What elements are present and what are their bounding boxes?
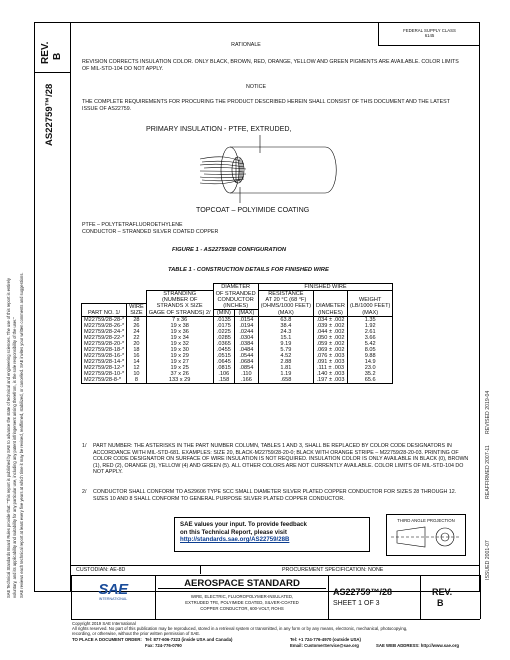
dia-min-cell: .0175 — [213, 323, 234, 329]
feedback-link[interactable]: http://standards.sae.org/AS22759/28B — [180, 536, 290, 544]
projection-label: THIRD ANGLE PROJECTION — [397, 518, 455, 523]
stranding-cell: 19 x 25 — [146, 365, 213, 371]
part-no-cell: M22759/28-18-* — [82, 347, 127, 353]
sheet-number: SHEET 1 OF 3 — [333, 600, 380, 607]
insulation-end — [221, 147, 239, 193]
weight-cell: 23.0 — [347, 365, 392, 371]
resistance-cell: 15.1 — [258, 335, 313, 341]
fsc-box — [378, 22, 480, 46]
dia-min-cell: .106 — [213, 371, 234, 377]
resistance-cell: 5.79 — [258, 347, 313, 353]
weight-cell: 65.6 — [347, 377, 392, 384]
side-note-line2: voluntary, and its applicability and suitability for any particular use, including any patent infringement arising therefrom, is the sole responsibility of the user." — [12, 317, 17, 598]
h-finished: FINISHED WIRE — [258, 284, 393, 291]
weight-cell: 14.9 — [347, 359, 392, 365]
wire-cross-section-drawing — [200, 135, 350, 205]
h-res1: RESISTANCE — [258, 291, 313, 298]
finished-diameter-cell: .076 ± .003 — [314, 353, 348, 359]
notice-text: THE COMPLETE REQUIREMENTS FOR PROCURING THE PRODUCT DESCRIBED HEREIN SHALL CONSIST OF THIS DOCUMENT AND THE LATEST ISSUE OF AS22759. — [82, 99, 450, 112]
part-no-cell: M22759/28-14-* — [82, 359, 127, 365]
wire-size-cell: 22 — [127, 335, 147, 341]
wire-size-cell: 24 — [127, 329, 147, 335]
wire-size-cell: 12 — [127, 365, 147, 371]
h-dia3: CONDUCTOR — [213, 297, 258, 303]
dia-max-cell: .0544 — [235, 353, 259, 359]
sae-logo-sub: INTERNATIONAL — [98, 597, 128, 601]
finished-diameter-cell: .044 ± .002 — [314, 329, 348, 335]
revised-date: REVISED 2019-04 — [485, 390, 491, 434]
figure-top-label: PRIMARY INSULATION - PTFE, EXTRUDED, — [146, 125, 292, 133]
h-strand1: STRANDING — [146, 291, 213, 298]
stranding-cell: 19 x 36 — [146, 329, 213, 335]
note2-number: 2/ — [82, 489, 87, 495]
wire-size-cell: 14 — [127, 359, 147, 365]
dia-max-cell: .166 — [235, 377, 259, 384]
resistance-cell: 1.81 — [258, 365, 313, 371]
order-label: TO PLACE A DOCUMENT ORDER: — [72, 637, 142, 642]
procurement: PROCUREMENT SPECIFICATION: NONE — [282, 567, 384, 573]
h-part-blank — [82, 284, 127, 291]
wire-size-cell: 16 — [127, 353, 147, 359]
desc-line1: WIRE, ELECTRIC, FLUOROPOLYMER-INSULATED, — [190, 594, 294, 599]
wire-size-cell: 28 — [127, 317, 147, 324]
wire-size-cell: 26 — [127, 323, 147, 329]
h-dia2: OF STRANDED — [213, 291, 258, 298]
side-disclaimer — [0, 0, 28, 600]
h-wt3: (MAX) — [347, 310, 392, 317]
stranding-cell: 37 x 26 — [146, 371, 213, 377]
dia-min-cell: .0135 — [213, 317, 234, 324]
part-no-cell: M22759/28-12-* — [82, 365, 127, 371]
feedback-line2: on this Technical Report, please visit — [180, 528, 287, 536]
stranding-cell: 19 x 38 — [146, 323, 213, 329]
dia-max-cell: .0244 — [235, 329, 259, 335]
finished-diameter-cell: .069 ± .002 — [314, 347, 348, 353]
rev-box — [34, 22, 70, 73]
h-fdia1: DIAMETER — [314, 303, 348, 310]
h-wt2: (LB/1000 FEET) — [347, 303, 392, 310]
rationale-heading: RATIONALE — [231, 42, 261, 48]
h-strand2: (NUMBER OF — [146, 297, 213, 303]
dia-min-cell: .0285 — [213, 335, 234, 341]
feedback-line1: SAE values your input. To provide feedback — [180, 521, 307, 528]
stranding-cell: 7 x 36 — [146, 317, 213, 324]
projection-box — [386, 514, 466, 556]
dia-max-cell: .0384 — [235, 341, 259, 347]
web-address[interactable]: SAE WEB ADDRESS: http://www.sae.org — [376, 643, 459, 648]
footer-rev-label: REV. — [432, 587, 453, 597]
figure-bottom-label: TOPCOAT – POLYIMIDE COATING — [196, 206, 310, 214]
finished-diameter-cell: .197 ± .003 — [314, 377, 348, 384]
note1-number: 1/ — [82, 443, 87, 449]
legend-ptfe: PTFE – POLYTETRAFLUOROETHYLENE — [82, 222, 183, 228]
aerospace-standard: AEROSPACE STANDARD — [184, 578, 300, 589]
desc-line2: EXTRUDED TFE, POLYIMIDE COATED, SILVER-COATED — [185, 600, 299, 605]
finished-diameter-cell: .091 ± .003 — [314, 359, 348, 365]
h-wire1: WIRE — [127, 303, 147, 310]
copyright-line2: All rights reserved. No part of this publication may be reproduced, stored in a retrieval system or transmitted, in any form or by any means, electronic, mechanical, photocopying, — [72, 626, 408, 631]
resistance-cell: .658 — [258, 377, 313, 384]
copyright-line3: recording, or otherwise, without the prior written permission of SAE. — [72, 631, 201, 636]
dia-min-cell: .0365 — [213, 341, 234, 347]
stranding-cell: 19 x 29 — [146, 353, 213, 359]
part-no-cell: M22759/28-26-* — [82, 323, 127, 329]
h-res2: AT 20 °C (68 °F) — [258, 297, 313, 303]
email[interactable]: Email: CustomerService@sae.org — [290, 643, 359, 648]
h-wt1: WEIGHT — [347, 297, 392, 303]
wire-size-cell: 8 — [127, 377, 147, 384]
resistance-cell: 63.8 — [258, 317, 313, 324]
finished-diameter-cell: .059 ± .002 — [314, 341, 348, 347]
figure-caption: FIGURE 1 - AS22759/28 CONFIGURATION — [172, 247, 287, 253]
weight-cell: 8.05 — [347, 347, 392, 353]
side-note-line1: SAE Technical Standards Board Rules provide that: "This report is published by SAE to advance the state of technical and engineering sciences. The use of this report is entirely — [6, 278, 11, 598]
rev-value: B — [52, 52, 63, 60]
fax: Fax: 724-776-0790 — [145, 643, 182, 648]
resistance-cell: 2.88 — [258, 359, 313, 365]
resistance-cell: 1.19 — [258, 371, 313, 377]
fsc-value: 6145 — [424, 33, 435, 39]
weight-cell: 1.92 — [347, 323, 392, 329]
side-note-line3: SAE reviews each technical report at least every five years at which time it may be revised, reaffirmed, stabilized, or cancelled. SAE invites your written comments and suggestions. — [19, 272, 24, 598]
weight-cell: 35.2 — [347, 371, 392, 377]
h-dia1: DIAMETER — [213, 284, 258, 291]
weight-cell: 5.42 — [347, 341, 392, 347]
sae-logo-text: SAE — [98, 581, 128, 598]
part-no-cell: M22759/28-16-* — [82, 353, 127, 359]
weight-cell: 9.88 — [347, 353, 392, 359]
h-res3: (OHMS/1000 FEET) — [258, 303, 313, 310]
wire-size-cell: 10 — [127, 371, 147, 377]
h-min: (MIN) — [213, 310, 234, 317]
h-fdia2: (INCHES) — [314, 310, 348, 317]
stranding-cell: 19 x 34 — [146, 335, 213, 341]
notice-heading: NOTICE — [245, 84, 267, 90]
part-no-cell: M22759/28-22-* — [82, 335, 127, 341]
reaffirmed-date: REAFFIRMED 2007-11 — [485, 445, 491, 499]
rationale-text: REVISION CORRECTS INSULATION COLOR. ONLY BLACK, BROWN, RED, ORANGE, YELLOW AND GREEN PIGMENTS ARE AVAILABLE. COLOR LIMITS OF MIL-STD-104 DO NOT APPLY. — [82, 59, 459, 72]
stranding-cell: 19 x 30 — [146, 347, 213, 353]
dia-max-cell: .0304 — [235, 335, 259, 341]
part-no-cell: M22759/28-24-* — [82, 329, 127, 335]
weight-cell: 1.35 — [347, 317, 392, 324]
part-no-cell: M22759/28-10-* — [82, 371, 127, 377]
note1-text: PART NUMBER: THE ASTERISKS IN THE PART NUMBER COLUMN, TABLES 1 AND 3, SHALL BE REPLACED BY COLOR CODE DESIGNATORS IN ACCORDANCE WITH MIL-STD-681. EXAMPLES: SIZE 20, BLACK-M22759/28-20-0; BLACK WITH ORANGE STRIPE – M22759/28-20-03. PRINTING OF COLOR CODE DESIGNATOR ON SURFACE OF WIRE INSULATION IS NOT REQUIRED. INSULATION COLOR IS ONLY AVAILABLE IN BLACK (0), BROWN (1), RED (2), ORANGE (3), YELLOW (4) AND GREEN (5). ALL OTHER COLORS ARE NOT CURRENTLY AVAILABLE. COLOR LIMITS OF MIL-STD-104 DO NOT APPLY. — [93, 443, 469, 476]
resistance-cell: 24.3 — [258, 329, 313, 335]
h-wire2: SIZE — [127, 310, 147, 317]
finished-diameter-cell: .140 ± .003 — [314, 371, 348, 377]
sae-logo — [92, 582, 134, 601]
dia-max-cell: .0154 — [235, 317, 259, 324]
construction-table-wrap — [81, 283, 393, 384]
finished-diameter-cell: .034 ± .002 — [314, 317, 348, 324]
tel-outside: Tel: +1 724-776-4970 (outside USA) — [290, 637, 361, 642]
dia-max-cell: .0684 — [235, 359, 259, 365]
footer-rev-value: B — [437, 598, 444, 608]
table-title: TABLE 1 - CONSTRUCTION DETAILS FOR FINISHED WIRE — [168, 267, 329, 273]
construction-table — [81, 283, 393, 384]
h-wire-blank — [127, 284, 147, 291]
dia-min-cell: .0515 — [213, 353, 234, 359]
weight-cell: 2.61 — [347, 329, 392, 335]
part-no-cell: M22759/28-8-* — [82, 377, 127, 384]
dia-max-cell: .0194 — [235, 323, 259, 329]
part-no-cell: M22759/28-28-* — [82, 317, 127, 324]
dia-min-cell: .0455 — [213, 347, 234, 353]
resistance-cell: 9.19 — [258, 341, 313, 347]
legend-conductor: CONDUCTOR – STRANDED SILVER COATED COPPER — [82, 229, 219, 235]
custodian: CUSTODIAN: AE-8D — [76, 567, 126, 573]
resistance-cell: 38.4 — [258, 323, 313, 329]
finished-diameter-cell: .039 ± .002 — [314, 323, 348, 329]
h-max: (MAX) — [235, 310, 259, 317]
tel-inside: Tel: 877-606-7323 (inside USA and Canada) — [145, 637, 233, 642]
stranding-cell: 19 x 32 — [146, 341, 213, 347]
h-strand3: STRANDS X SIZE — [146, 303, 213, 310]
dia-max-cell: .110 — [235, 371, 259, 377]
revision-column — [34, 22, 71, 592]
table-body — [82, 317, 393, 384]
dia-min-cell: .0225 — [213, 329, 234, 335]
part-no-cell: M22759/28-20-* — [82, 341, 127, 347]
dia-min-cell: .158 — [213, 377, 234, 384]
stranding-cell: 19 x 27 — [146, 359, 213, 365]
h-strand-blank — [146, 284, 213, 291]
h-res4: (MAX) — [258, 310, 313, 317]
desc-line3: COPPER CONDUCTOR, 600-VOLT, ROHS — [200, 606, 284, 611]
table-row — [82, 377, 393, 384]
h-strand4: GAGE OF STRANDS) 2/ — [146, 310, 213, 317]
rev-label: REV. — [40, 41, 51, 64]
finished-diameter-cell: .050 ± .002 — [314, 335, 348, 341]
weight-cell: 3.66 — [347, 335, 392, 341]
projection-symbol — [387, 523, 465, 551]
dia-max-cell: .0484 — [235, 347, 259, 353]
dia-min-cell: .0815 — [213, 365, 234, 371]
finished-diameter-cell: .111 ± .003 — [314, 365, 348, 371]
wire-size-cell: 18 — [127, 347, 147, 353]
feedback-box — [174, 517, 370, 552]
doc-number-vertical: AS22759™/28 — [44, 83, 55, 146]
insulation-outline — [230, 147, 336, 193]
footer-doc-number: AS22759™/28 — [333, 587, 393, 597]
wire-size-cell: 20 — [127, 341, 147, 347]
dia-max-cell: .0854 — [235, 365, 259, 371]
h-dia4: (INCHES) — [213, 303, 258, 310]
h-part: PART NO. 1/ — [82, 310, 127, 317]
fsc-label: FEDERAL SUPPLY CLASS — [403, 28, 456, 33]
resistance-cell: 4.52 — [258, 353, 313, 359]
copyright-line1: Copyright 2019 SAE International — [72, 621, 136, 626]
stranding-cell: 133 x 29 — [146, 377, 213, 384]
note2-text: CONDUCTOR SHALL CONFORM TO AS29606 TYPE SCC SMALL DIAMETER SILVER PLATED COPPER CONDUCTOR FOR SIZES 28 THROUGH 12. SIZES 10 AND 8 SHALL CONFORM TO GENERAL PURPOSE SILVER PLATED COPPER CONDUCTOR. — [93, 489, 457, 502]
dia-min-cell: .0645 — [213, 359, 234, 365]
issued-date: ISSUED 2001-07 — [485, 540, 491, 580]
